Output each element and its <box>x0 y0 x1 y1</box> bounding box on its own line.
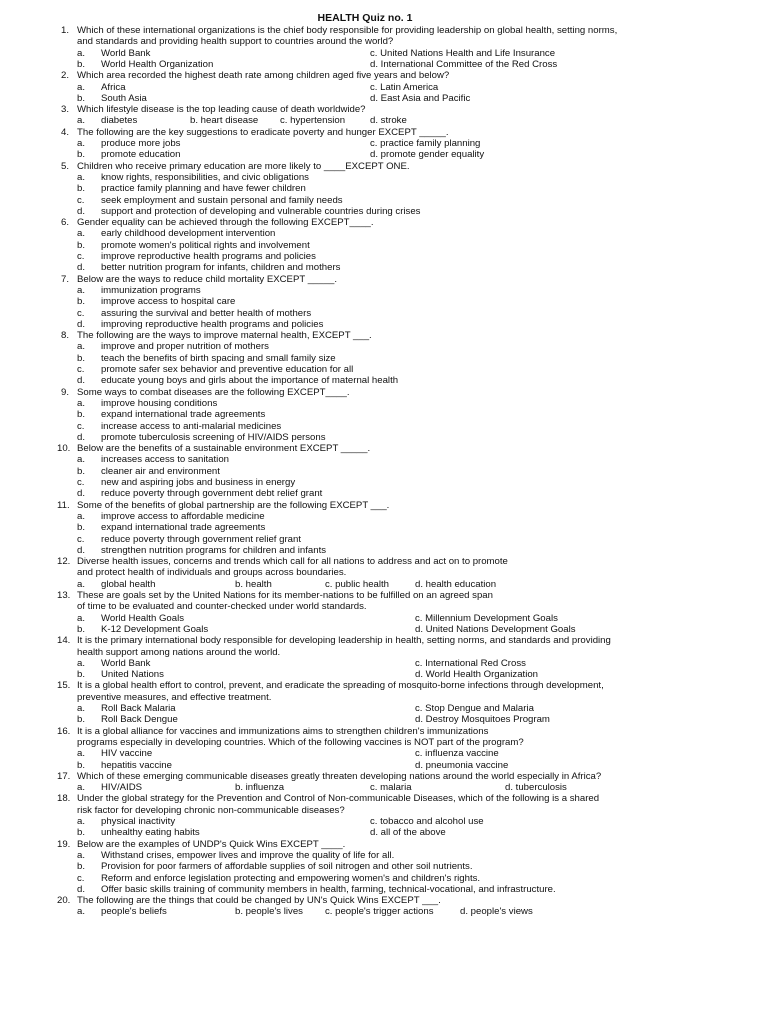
option-text: d. East Asia and Pacific <box>370 92 471 104</box>
option-letter: a. <box>77 284 86 296</box>
option-text: hepatitis vaccine <box>101 759 172 771</box>
answer-option <box>415 658 526 669</box>
option-text: d. tuberculosis <box>505 782 567 794</box>
option-text: b. people's lives <box>235 906 303 918</box>
question-text: Diverse health issues, concerns and trends which call for all nations to address and act on to promote <box>77 556 508 568</box>
option-text: Withstand crises, empower lives and improve the quality of life for all. <box>101 849 395 861</box>
answer-option <box>235 906 303 917</box>
question-text: The following are the key suggestions to eradicate poverty and hunger EXCEPT _____. <box>77 126 449 138</box>
question-text: Which of these emerging communicable diseases greatly threaten developing nations around the world especially in Africa? <box>77 770 602 782</box>
option-letter: d. <box>77 431 86 443</box>
question-text: The following are the things that could be changed by UN's Quick Wins EXCEPT ___. <box>77 895 441 907</box>
answer-option <box>370 93 470 104</box>
option-letter: c. <box>77 420 85 432</box>
option-letter: b. <box>77 623 86 635</box>
answer-option <box>415 714 550 725</box>
option-letter: c. <box>77 307 85 319</box>
option-text: c. International Red Cross <box>415 657 526 669</box>
answer-option <box>190 115 258 126</box>
option-text: Roll Back Malaria <box>101 703 176 714</box>
option-letter: a. <box>77 454 86 466</box>
option-letter: a. <box>77 397 86 409</box>
option-text: teach the benefits of birth spacing and small family size <box>101 352 336 364</box>
option-text: new and aspiring jobs and business in energy <box>101 477 296 488</box>
option-letter: d. <box>77 488 86 500</box>
option-text: cleaner air and environment <box>101 465 220 477</box>
question-text: Some of the benefits of global partnership are the following EXCEPT ___. <box>77 499 390 511</box>
answer-option <box>235 579 272 590</box>
option-text: b. influenza <box>235 782 285 794</box>
option-letter: d. <box>77 883 86 895</box>
option-text: d. pneumonia vaccine <box>415 759 509 771</box>
option-letter: d. <box>77 262 86 274</box>
question-number: 13. <box>57 590 71 601</box>
option-letter: a. <box>77 47 86 59</box>
question-text: The following are the ways to improve maternal health, EXCEPT ___. <box>77 330 372 342</box>
option-letter: a. <box>77 703 86 714</box>
option-text: c. practice family planning <box>370 138 481 149</box>
option-letter: d. <box>77 544 86 556</box>
option-text: d. World Health Organization <box>415 669 539 681</box>
option-text: d. people's views <box>460 906 533 918</box>
option-letter: b. <box>77 669 86 681</box>
question-text: Which lifestyle disease is the top leading cause of death worldwide? <box>77 104 366 116</box>
question-text: Below are the examples of UNDP's Quick Wins EXCEPT ____. <box>77 838 346 850</box>
question-text: risk factor for developing chronic non-communicable diseases? <box>77 804 345 816</box>
option-text: World Bank <box>101 47 151 59</box>
option-text: d. all of the above <box>370 827 446 839</box>
option-text: United Nations <box>101 669 164 681</box>
question-text: These are goals set by the United Nations for its member-nations to be fulfilled on an agreed span <box>77 590 493 601</box>
question-text: preventive measures, and effective treatment. <box>77 691 272 703</box>
option-text: c. public health <box>325 578 389 590</box>
option-letter: b. <box>77 861 86 873</box>
answer-option <box>505 782 567 793</box>
option-text: promote women's political rights and involvement <box>101 239 310 251</box>
option-text: HIV/AIDS <box>101 782 143 794</box>
option-letter: a. <box>77 849 86 861</box>
question-text: of time to be evaluated and counter-checked under world standards. <box>77 601 367 613</box>
option-text: Offer basic skills training of community members in health, farming, technical-vocational, and infrastructure. <box>101 883 556 895</box>
option-text: c. Millennium Development Goals <box>415 612 558 624</box>
question-text: Under the global strategy for the Prevention and Control of Non-communicable Diseases, which of the following is a shared <box>77 793 600 805</box>
answer-option <box>415 669 538 680</box>
question-text: It is the primary international body responsible for developing leadership in health, setting norms, and standards and providing <box>77 635 611 647</box>
question-text: Below are the benefits of a sustainable environment EXCEPT _____. <box>77 443 371 455</box>
option-text: improve access to hospital care <box>101 296 236 308</box>
question-text: Some ways to combat diseases are the following EXCEPT____. <box>77 386 350 398</box>
option-text: Roll Back Dengue <box>101 714 178 726</box>
option-letter: a. <box>77 612 86 624</box>
option-text: c. influenza vaccine <box>415 748 499 760</box>
question-text: Children who receive primary education are more likely to ____EXCEPT ONE. <box>77 160 410 172</box>
option-text: c. Stop Dengue and Malaria <box>415 703 534 714</box>
option-text: diabetes <box>101 115 138 127</box>
option-text: HIV vaccine <box>101 748 153 760</box>
option-text: expand international trade agreements <box>101 522 266 534</box>
option-text: practice family planning and have fewer children <box>101 183 306 195</box>
answer-option <box>460 906 533 917</box>
option-letter: b. <box>77 183 86 195</box>
question-text: Below are the ways to reduce child mortality EXCEPT _____. <box>77 273 338 285</box>
answer-option <box>370 782 412 793</box>
option-text: World Health Goals <box>101 612 185 624</box>
option-letter: b. <box>77 92 86 104</box>
answer-option <box>415 613 558 624</box>
option-letter: a. <box>77 816 86 827</box>
option-letter: a. <box>77 578 86 590</box>
question-number: 5. <box>60 160 69 172</box>
answer-option <box>370 827 446 838</box>
option-letter: b. <box>77 465 86 477</box>
question-number: 15. <box>57 680 71 692</box>
answer-option <box>370 48 555 59</box>
option-text: World Bank <box>101 657 151 669</box>
option-letter: a. <box>77 115 86 127</box>
option-text: promote safer sex behavior and preventive education for all <box>101 364 354 375</box>
option-letter: c. <box>77 364 85 375</box>
option-letter: c. <box>77 533 85 545</box>
option-letter: a. <box>77 782 86 794</box>
option-letter: b. <box>77 352 86 364</box>
question-text: health support among nations around the world. <box>77 646 281 658</box>
option-letter: d. <box>77 375 86 387</box>
option-text: reduce poverty through government debt relief grant <box>101 488 323 500</box>
option-text: increases access to sanitation <box>101 454 229 466</box>
option-text: produce more jobs <box>101 138 181 149</box>
option-letter: b. <box>77 759 86 771</box>
option-letter: b. <box>77 296 86 308</box>
question-text: Gender equality can be achieved through the following EXCEPT____. <box>77 217 374 229</box>
answer-option <box>235 782 284 793</box>
option-letter: b. <box>77 409 86 421</box>
question-number: 8. <box>60 330 69 342</box>
question-number: 4. <box>60 126 69 138</box>
option-text: d. United Nations Development Goals <box>415 623 576 635</box>
option-letter: b. <box>77 522 86 534</box>
answer-option <box>415 748 499 759</box>
option-letter: b. <box>77 239 86 251</box>
option-letter: d. <box>77 318 86 330</box>
option-text: Provision for poor farmers of affordable supplies of soil nitrogen and other soil nutrients. <box>101 861 473 873</box>
option-letter: a. <box>77 906 86 918</box>
option-text: c. malaria <box>370 782 412 794</box>
option-letter: b. <box>77 149 86 161</box>
question-text: Which of these international organizations is the chief body responsible for providing leadership on global health, setting norms, <box>77 25 618 36</box>
question-number: 6. <box>60 217 69 229</box>
option-letter: a. <box>77 228 86 240</box>
answer-option <box>370 82 438 93</box>
option-text: educate young boys and girls about the importance of maternal health <box>101 375 399 387</box>
option-text: better nutrition program for infants, children and mothers <box>101 262 341 274</box>
option-text: South Asia <box>101 92 147 104</box>
option-text: improve and proper nutrition of mothers <box>101 341 269 353</box>
option-text: improve reproductive health programs and policies <box>101 251 316 262</box>
option-text: c. Latin America <box>370 81 439 93</box>
question-number: 17. <box>57 770 71 782</box>
question-number: 2. <box>60 70 69 82</box>
option-text: assuring the survival and better health of mothers <box>101 307 312 319</box>
question-number: 11. <box>57 499 70 511</box>
option-letter: b. <box>77 827 86 839</box>
option-text: c. tobacco and alcohol use <box>370 816 484 827</box>
question-text: programs especially in developing countries. Which of the following vaccines is NOT part of the program? <box>77 736 524 748</box>
option-letter: b. <box>77 58 86 70</box>
option-text: improve housing conditions <box>101 397 218 409</box>
option-text: immunization programs <box>101 284 201 296</box>
option-text: promote tuberculosis screening of HIV/AIDS persons <box>101 431 326 443</box>
question-number: 10. <box>57 443 71 455</box>
question-number: 1. <box>60 25 69 36</box>
answer-option <box>325 579 389 590</box>
option-text: d. International Committee of the Red Cross <box>370 58 558 70</box>
option-text: expand international trade agreements <box>101 409 266 421</box>
option-letter: a. <box>77 748 86 760</box>
answer-option <box>370 59 557 70</box>
option-text: improve access to affordable medicine <box>101 510 265 522</box>
question-number: 7. <box>60 273 69 285</box>
answer-option <box>370 115 407 126</box>
option-text: global health <box>101 578 156 590</box>
option-text: c. people's trigger actions <box>325 906 434 918</box>
option-letter: a. <box>77 657 86 669</box>
option-text: people's beliefs <box>101 906 167 918</box>
question-text: It is a global alliance for vaccines and immunizations aims to strengthen children's immunizations <box>77 725 489 737</box>
quiz-title: HEALTH Quiz no. 1 <box>317 12 413 24</box>
option-text: d. health education <box>415 578 497 590</box>
option-letter: a. <box>77 510 86 522</box>
option-text: seek employment and sustain personal and family needs <box>101 194 343 206</box>
option-text: promote education <box>101 149 181 161</box>
answer-option <box>370 149 484 160</box>
question-text: and protect health of individuals and groups across boundaries. <box>77 567 347 579</box>
option-text: physical inactivity <box>101 816 176 827</box>
answer-option <box>370 816 484 827</box>
question-text: Which area recorded the highest death rate among children aged five years and below? <box>77 70 450 82</box>
option-text: d. stroke <box>370 115 407 127</box>
option-letter: c. <box>77 251 85 262</box>
option-text: Reform and enforce legislation protecting and empowering women's and children's rights. <box>101 872 481 884</box>
question-number: 20. <box>57 895 71 907</box>
option-letter: c. <box>77 194 85 206</box>
answer-option <box>415 624 576 635</box>
option-text: c. United Nations Health and Life Insurance <box>370 47 556 59</box>
option-letter: a. <box>77 171 86 183</box>
answer-option <box>415 703 534 714</box>
option-text: K-12 Development Goals <box>101 623 209 635</box>
option-text: b. health <box>235 578 272 590</box>
option-text: d. promote gender equality <box>370 149 485 161</box>
question-text: and standards and providing health support to countries around the world? <box>77 36 394 48</box>
question-number: 19. <box>57 838 71 850</box>
question-number: 9. <box>60 386 69 398</box>
option-letter: d. <box>77 205 86 217</box>
answer-option <box>415 760 508 771</box>
question-number: 12. <box>57 556 71 568</box>
option-text: early childhood development intervention <box>101 228 276 240</box>
option-text: Africa <box>101 81 126 93</box>
question-number: 16. <box>57 725 71 737</box>
option-text: know rights, responsibilities, and civic obligations <box>101 171 309 183</box>
option-text: increase access to anti-malarial medicines <box>101 420 282 432</box>
answer-option <box>415 579 496 590</box>
question-number: 14. <box>57 635 71 647</box>
option-letter: b. <box>77 714 86 726</box>
option-text: d. Destroy Mosquitoes Program <box>415 714 550 726</box>
option-text: unhealthy eating habits <box>101 827 200 839</box>
option-letter: a. <box>77 138 86 149</box>
question-number: 3. <box>60 104 69 116</box>
option-text: World Health Organization <box>101 58 214 70</box>
question-text: It is a global health effort to control, prevent, and eradicate the spreading of mosquito-borne infections through development, <box>77 680 604 692</box>
option-letter: c. <box>77 872 85 884</box>
answer-option <box>325 906 434 917</box>
question-number: 18. <box>57 793 71 805</box>
option-text: improving reproductive health programs and policies <box>101 318 324 330</box>
option-letter: a. <box>77 81 86 93</box>
option-text: reduce poverty through government relief grant <box>101 533 301 545</box>
option-text: strengthen nutrition programs for children and infants <box>101 544 327 556</box>
answer-option <box>280 115 345 126</box>
option-letter: c. <box>77 477 85 488</box>
option-text: support and protection of developing and vulnerable countries during crises <box>101 205 421 217</box>
option-text: b. heart disease <box>190 115 259 127</box>
option-text: c. hypertension <box>280 115 346 127</box>
answer-option <box>370 138 480 149</box>
option-letter: a. <box>77 341 86 353</box>
